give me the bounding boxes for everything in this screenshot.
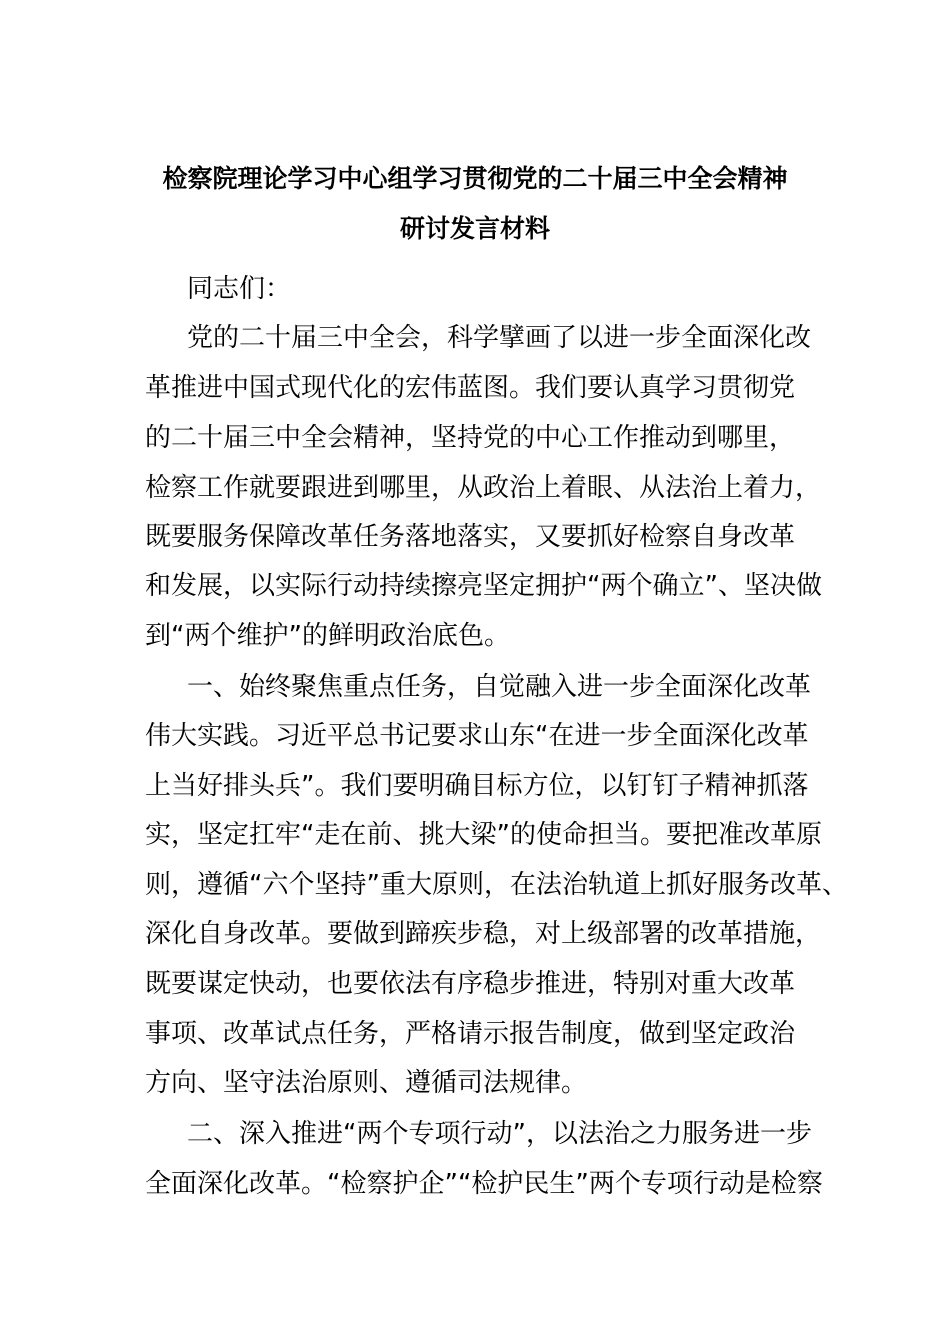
paragraph-line: 革推进中国式现代化的宏伟蓝图。我们要认真学习贯彻党 <box>145 373 796 403</box>
paragraph-line: 既要服务保障改革任务落地落实，又要抓好检察自身改革 <box>145 522 796 552</box>
section-heading-line: 二、深入推进“两个专项行动”，以法治之力服务进一步 <box>187 1119 812 1149</box>
salutation: 同志们： <box>187 274 292 304</box>
section-heading-line: 一、始终聚焦重点任务，自觉融入进一步全面深化改革 <box>187 672 812 702</box>
paragraph-line: 检察工作就要跟进到哪里，从政治上着眼、从法治上着力， <box>145 473 822 503</box>
document-subtitle: 研讨发言材料 <box>399 214 550 243</box>
paragraph-line: 全面深化改革。“检察护企”“检护民生”两个专项行动是检察 <box>145 1169 823 1199</box>
paragraph-line: 事项、改革试点任务，严格请示报告制度，做到坚定政治 <box>145 1019 796 1049</box>
paragraph-line: 的二十届三中全会精神，坚持党的中心工作推动到哪里， <box>145 423 796 453</box>
paragraph-line: 和发展，以实际行动持续擦亮坚定拥护“两个确立”、坚决做 <box>145 571 822 601</box>
paragraph-line: 实，坚定扛牢“走在前、挑大梁”的使命担当。要把准改革原 <box>145 820 822 850</box>
paragraph-line: 深化自身改革。要做到蹄疾步稳，对上级部署的改革措施， <box>145 919 822 949</box>
paragraph-line: 到“两个维护”的鲜明政治底色。 <box>145 621 510 651</box>
paragraph-line: 方向、坚守法治原则、遵循司法规律。 <box>145 1068 588 1098</box>
paragraph-line: 既要谋定快动，也要依法有序稳步推进，特别对重大改革 <box>145 969 796 999</box>
paragraph-line: 党的二十届三中全会，科学擘画了以进一步全面深化改 <box>187 323 812 353</box>
paragraph-line: 则，遵循“六个坚持”重大原则，在法治轨道上抓好服务改革、 <box>145 870 848 900</box>
document-title: 检察院理论学习中心组学习贯彻党的二十届三中全会精神 <box>162 164 788 193</box>
paragraph-line: 上当好排头兵”。我们要明确目标方位，以钉钉子精神抓落 <box>145 771 809 801</box>
paragraph-line: 伟大实践。习近平总书记要求山东“在进一步全面深化改革 <box>145 721 809 751</box>
